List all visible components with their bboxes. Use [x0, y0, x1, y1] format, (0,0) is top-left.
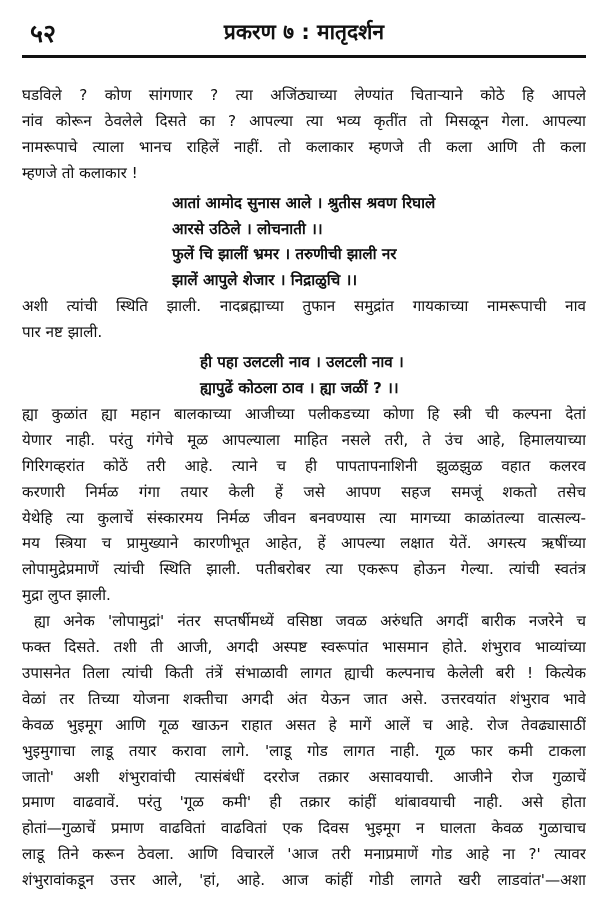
- text-line: घडविले ? कोण सांगणार ? त्या अजिंठ्याच्या लेण्यांत चिताऱ्याने कोठे हि आपले: [22, 86, 586, 104]
- text-line: ह्या अनेक 'लोपामुद्रां' नंतर सप्तर्षीमध्यें वसिष्ठा जवळ अरुंधति अगदीं बारीक नजरेने च: [34, 612, 586, 631]
- page-number: ५२: [30, 19, 57, 48]
- verse-line: आतां आमोद सुनास आले । श्रुतीस श्रवण रिघाले: [172, 193, 436, 212]
- text-line: शंभुरावांकडून उत्तर आले, 'हां, आहे. आज कांहीं गोडी लागते खरी लाडवांत'—अशा: [22, 871, 586, 890]
- text-line: येणार नाही. परंतु गंगेचे मूळ आपल्याला माहित नसले तरी, ते उंच आहे, हिमालयाच्या: [22, 430, 586, 449]
- page-body: [22, 58, 586, 894]
- text-line: लाडू तिने करून ठेवला. आणि विचारलें 'आज तरी मनाप्रमाणें गोड आहे ना ?' त्यावर: [22, 845, 586, 864]
- verse-line: झालें आपुले शेजार । निद्राळुचि ।।: [172, 271, 358, 290]
- text-line: केवळ भुइमूग आणि गूळ खाऊन राहात असत हे मागें आलें च आहे. रोज तेवढ्यासाठीं: [22, 715, 586, 734]
- text-line: पार नष्ट झाली.: [22, 323, 103, 342]
- header-rule: [22, 55, 586, 58]
- paragraph-4: [22, 609, 586, 894]
- text-line: करणारी निर्मळ गंगा तयार केली हें जसे आपण सहज समजूं शकतो तसेच: [22, 482, 586, 501]
- text-line: भुइमुगाचा लाडू तयार करावा लागे. 'लाडू गोड लागत नाही. गूळ फार कमी टाकला: [22, 741, 586, 760]
- text-line: म्हणजे तो कलाकार !: [22, 163, 138, 182]
- page-header: [22, 0, 586, 58]
- text-line: लोपामुद्रेप्रमाणें त्यांची स्थिति झाली. पतीबरोबर त्या एकरूप होऊन गेल्या. त्यांची स्वतंत्र: [22, 560, 586, 579]
- running-head: प्रकरण ७ : मातृदर्शन: [223, 20, 385, 44]
- verse-block-1: [22, 191, 586, 295]
- verse-line: आरसे उठिले । लोचनाती ।।: [172, 219, 323, 238]
- text-line: नांव कोरून ठेवलेले दिसते का ? आपल्या त्या भव्य कृतींत तो मिसळून गेला. आपल्या: [22, 111, 586, 130]
- text-line: गिरिगव्हरांत कोठें तरी आहे. त्याने च ही पापतापनाशिनी झुळझुळ वहात कलरव: [22, 456, 586, 475]
- text-line: जातो' अशी शंभुरावांची त्यासंबंधीं दररोज तक्रार असावयाची. आजीने रोज गुळाचें: [22, 767, 586, 786]
- text-line: येथेहि त्या कुलाचें संस्कारमय निर्मळ जीवन बनवण्यास त्या मागच्या काळांतल्या वात्सल्य-: [22, 508, 586, 527]
- verse-line: फुलें चि झालीं भ्रमर । तरुणीची झाली नर: [172, 245, 397, 264]
- paragraph-3: [22, 402, 586, 609]
- text-line: फक्त दिसते. तशी ती आजी, अगदी अस्पष्ट स्वरूपांत भासमान होते. शंभुराव भाव्यांच्या: [22, 638, 586, 657]
- text-line: वेळां तर तिच्या योजना शक्तीचा अगदी अंत येऊन जात असे. उत्तरवयांत शंभुराव भावे: [22, 689, 586, 708]
- text-line: ह्या कुळांत ह्या महान बालकाच्या आजीच्या पलीकडच्या कोणा हि स्त्री ची कल्पना देतां: [22, 404, 586, 423]
- text-line: उपासनेत तिला त्यांची किती तंत्रें संभाळावी लागत ह्याची कल्पनाच केलेली बरी ! कित्येक: [22, 663, 586, 682]
- paragraph-2: [22, 294, 586, 346]
- text-line: नामरूपाचे त्याला भानच राहिलें नाहीं. तो कलाकार म्हणजे ती कला आणि ती कला: [22, 137, 586, 156]
- paragraph-1: [22, 83, 586, 187]
- text-line: मय स्त्रिया च प्रामुख्याने कारणीभूत आहेत, हें आपल्या लक्षात येतें. अगस्त्य ऋषींच्या: [22, 534, 586, 553]
- verse-block-2: [22, 350, 586, 402]
- text-line: अशी त्यांची स्थिति झाली. नादब्रह्माच्या तुफान समुद्रांत गायकाच्या नामरूपाची नाव: [22, 297, 586, 316]
- verse-line: ही पहा उलटली नाव । उलटली नाव ।: [200, 353, 404, 372]
- text-line: प्रमाण वाढवावें. परंतु 'गूळ कमी' ही तक्रार कांहीं थांबावयाची नाही. असे होता: [22, 793, 586, 812]
- text-line: मुद्रा लुप्त झाली.: [22, 586, 111, 605]
- verse-line: ह्यापुढें कोठला ठाव । ह्या जळीं ? ।।: [200, 378, 399, 397]
- text-line: होतां—गुळाचें प्रमाण वाढवितां वाढवितां एक दिवस भुइमूग न घालता केवळ गुळाचाच: [22, 819, 586, 838]
